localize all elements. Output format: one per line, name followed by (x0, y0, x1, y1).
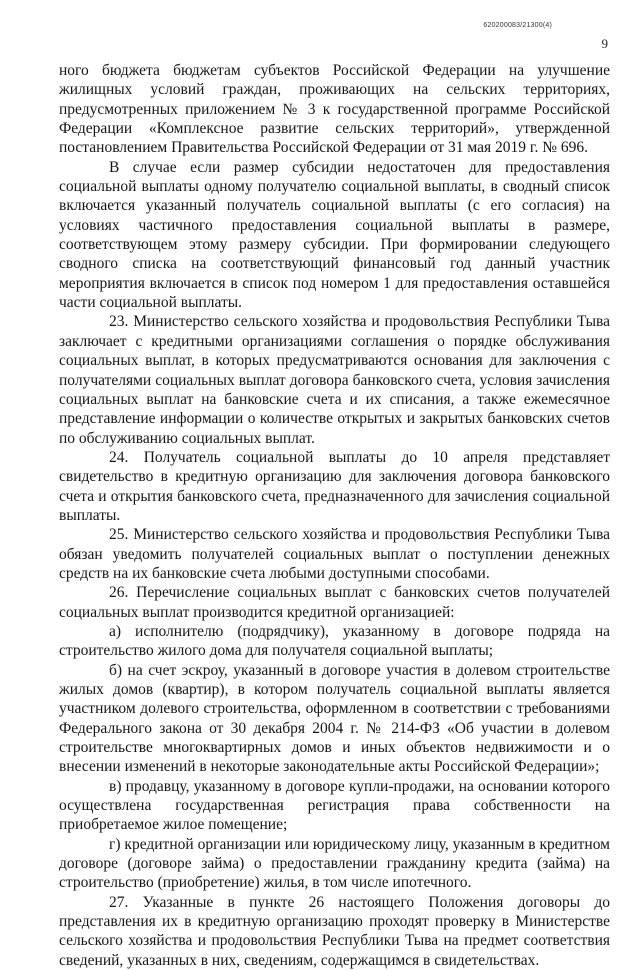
page-number: 9 (601, 36, 608, 51)
document-body (59, 61, 610, 970)
paragraph-24: 24. Получатель социальной выплаты до 10 апреля представляет свидетельство в кредитную организацию для заключения договора банковского счета и открытия банковского счета, предназначенного для зачисления социальной выплаты. (59, 448, 610, 524)
paragraph-26-b: б) на счет эскроу, указанный в договоре участия в долевом строительстве жилых домов (квартир), в котором получатель социальной выплаты является участником долевого строительства, оформленном в соответствии с требованиями Федерального закона от 30 декабря 2004 г. № 214-ФЗ «Об участии в долевом строительстве многоквартирных домов и иных объектов недвижимости и о внесении изменений в некоторые законодательные акты Российской Федерации»; (59, 661, 610, 776)
paragraph-partial-subsidy: В случае если размер субсидии недостаточен для предоставления социальной выплаты одному получателю социальной выплаты, в сводный список включается указанный получатель социальной выплаты (с его согласия) на условиях частичного предоставления социальной выплаты в размере, соответствующем этому размеру субсидии. При формировании следующего сводного списка на соответствующий финансовый год данный участник мероприятия включается в список под номером 1 для предоставления оставшейся части социальной выплаты. (59, 158, 610, 312)
paragraph-26: 26. Перечисление социальных выплат с банковских счетов получателей социальных выплат производится кредитной организацией: (59, 584, 610, 621)
paragraph-25: 25. Министерство сельского хозяйства и продовольствия Республики Тыва обязан уведомить получателей социальных выплат о поступлении денежных средств на их банковские счета любыми доступными способами. (59, 526, 610, 582)
paragraph-26-a: а) исполнителю (подрядчику), указанному в договоре подряда на строительство жилого дома для получателя социальной выплаты; (59, 622, 610, 660)
paragraph-continuation: ного бюджета бюджетам субъектов Российской Федерации на улучшение жилищных условий граждан, проживающих на сельских территориях, предусмотренных приложением № 3 к государственной программе Российской Федерации «Комплексное развитие сельских территорий», утвержденной постановлением Правительства Российской Федерации от 31 мая 2019 г. № 696. (59, 62, 610, 157)
paragraph-23: 23. Министерство сельского хозяйства и продовольствия Республики Тыва заключает с кредитными организациями соглашения о порядке обслуживания социальных выплат, в которых предусматриваются основания для заключения с получателями социальных выплат договора банковского счета, условия зачисления социальных выплат на банковские счета и их списания, а также ежемесячное представление информации о количестве открытых и закрытых банковских счетов по обслуживанию социальных выплат. (59, 313, 610, 447)
paragraph-26-v: в) продавцу, указанному в договоре купли-продажи, на основании которого осуществлена государственная регистрация права собственности на приобретаемое жилое помещение; (59, 777, 610, 834)
document-code: 620200083/21300(4) (483, 22, 552, 29)
paragraph-26-g: г) кредитной организации или юридическому лицу, указанным в кредитном договоре (договоре займа) о предоставлении гражданину кредита (займа) на строительство (приобретение) жилья, в том числе ипотечного. (59, 835, 610, 892)
paragraph-27: 27. Указанные в пункте 26 настоящего Положения договоры до представления их в кредитную организацию проходят проверку в Министерстве сельского хозяйства и продовольствия Республики Тыва на предмет соответствия сведений, указанных в них, сведениям, содержащимся в свидетельствах. (59, 893, 610, 969)
